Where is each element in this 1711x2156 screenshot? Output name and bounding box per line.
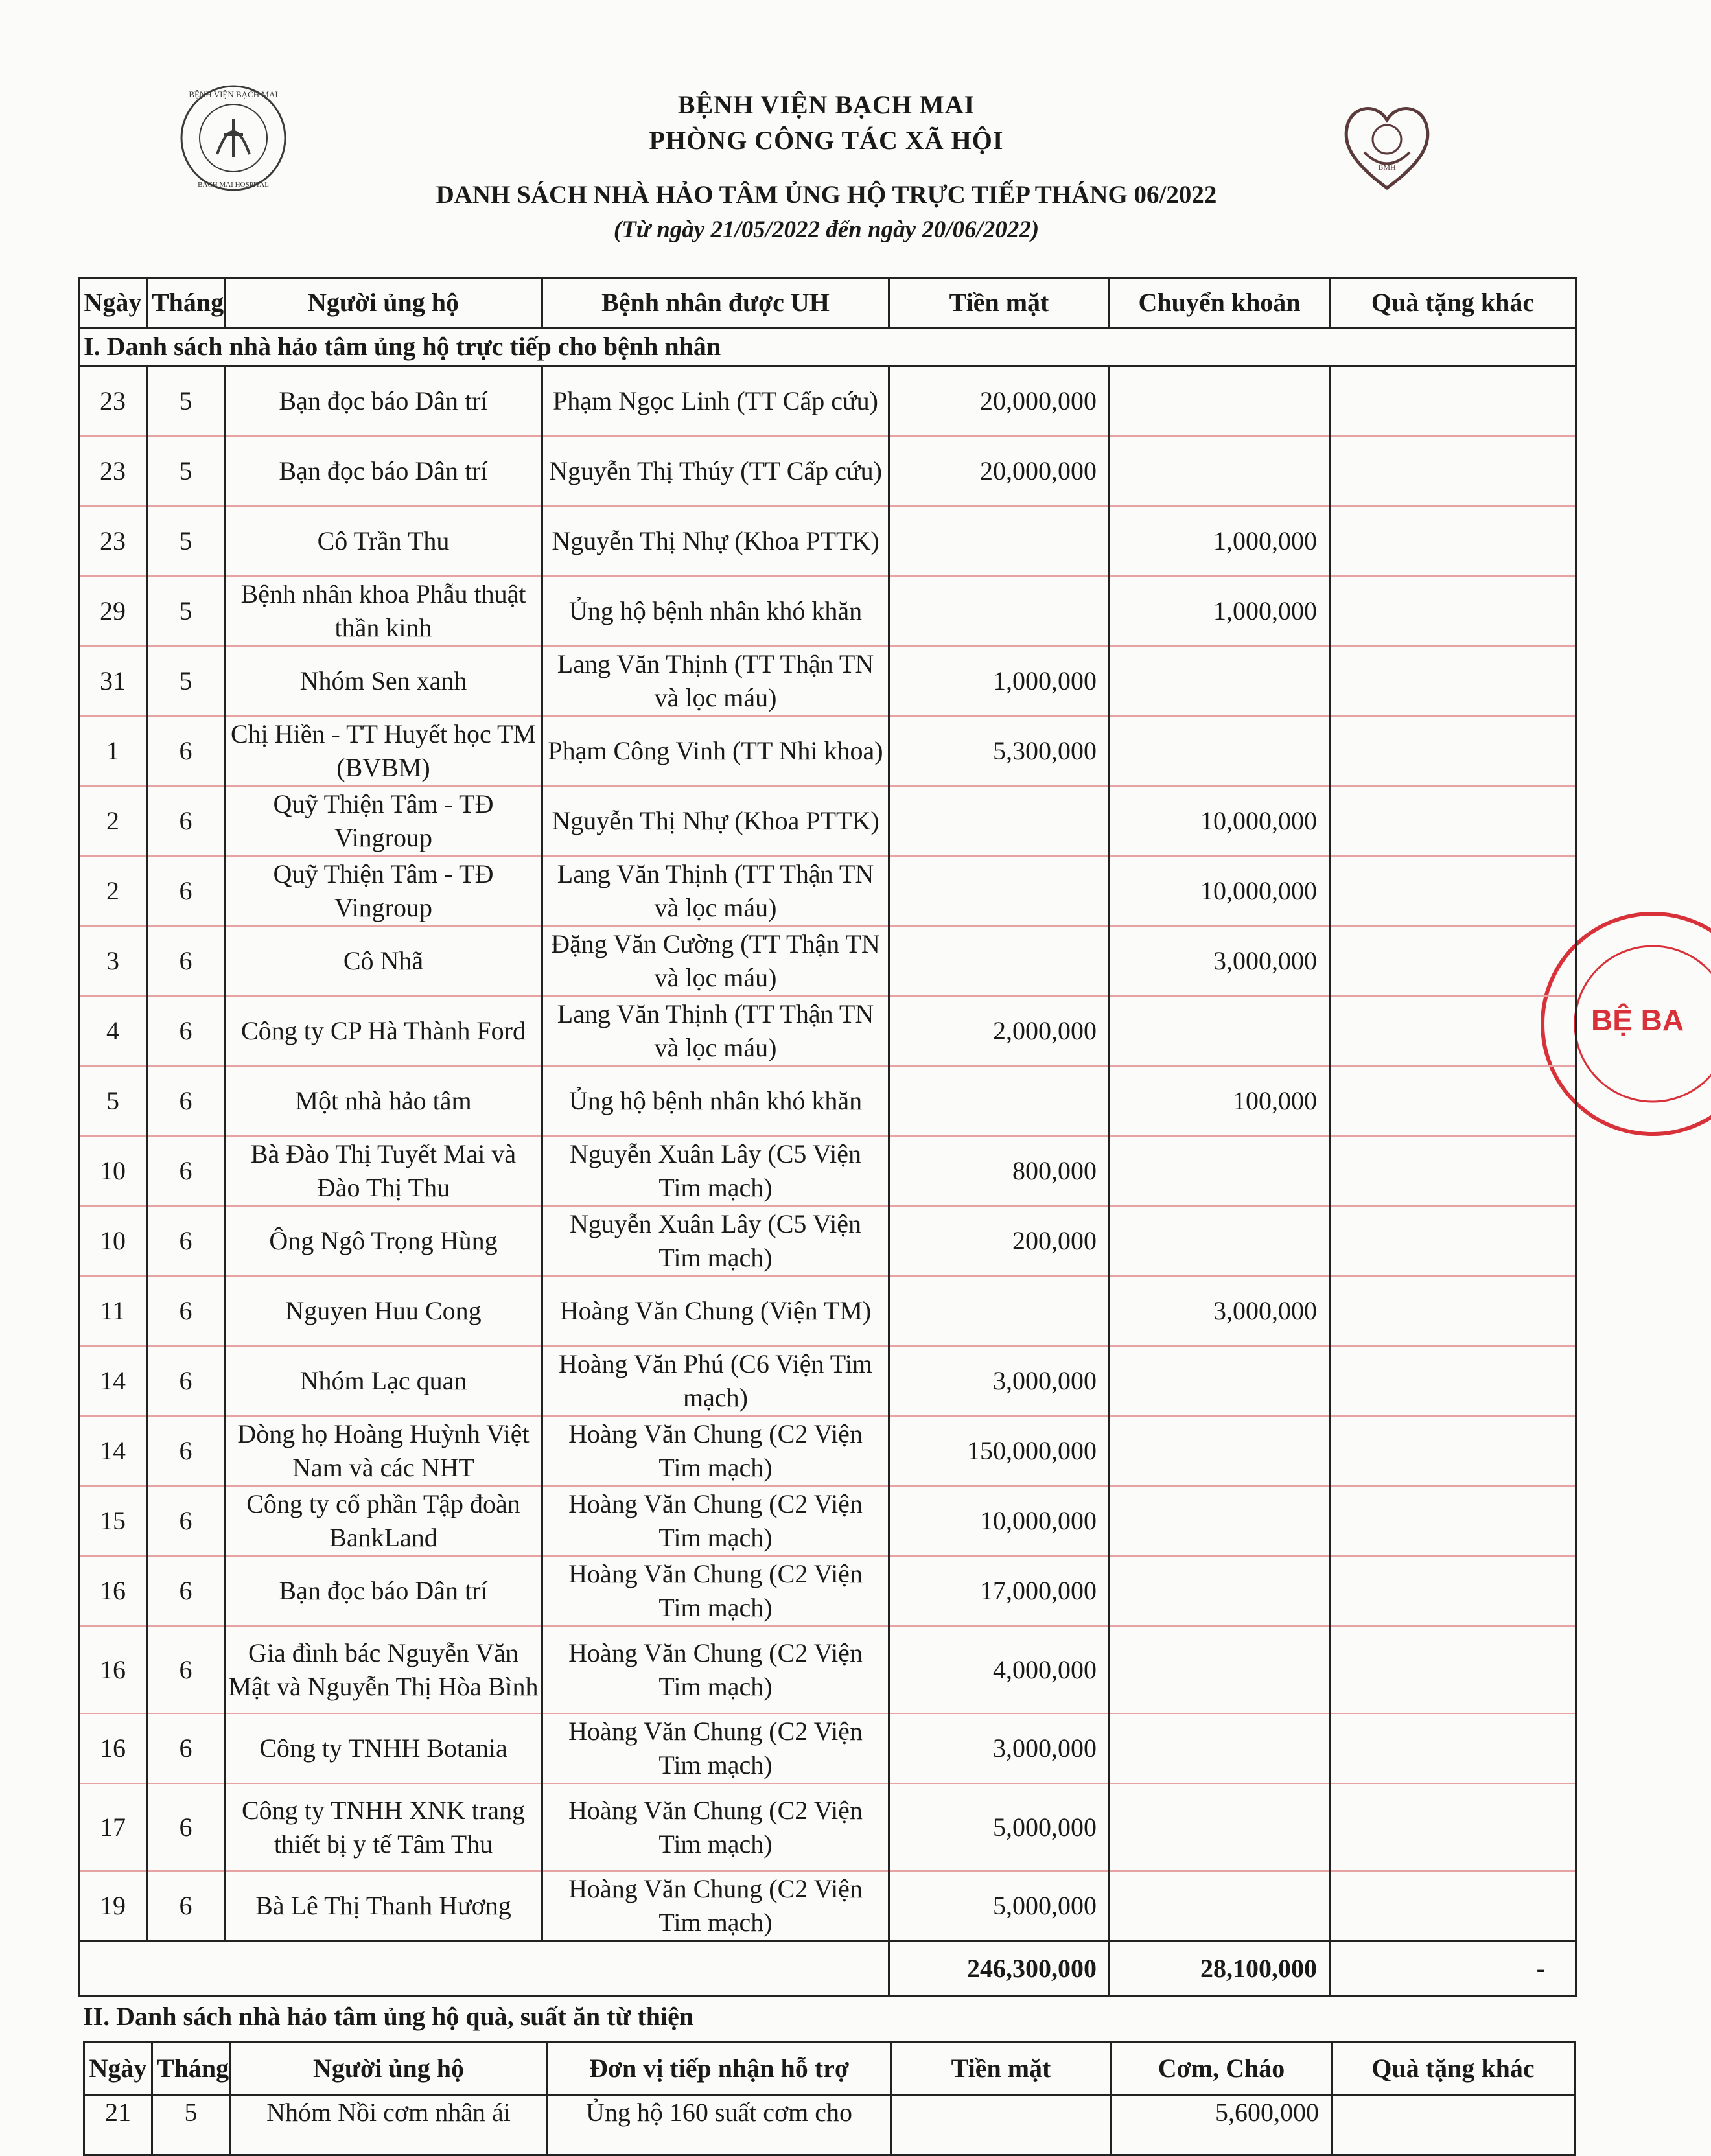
table-row: [79, 1713, 1576, 1783]
logo-right-text: BMH: [1378, 163, 1396, 172]
unit-cell: Ủng hộ 160 suất cơm cho: [548, 2095, 891, 2155]
transfer-cell: [1110, 366, 1330, 437]
table-row: [79, 1346, 1576, 1416]
day-cell: 14: [79, 1346, 147, 1416]
donor-cell: Quỹ Thiện Tâm - TĐ Vingroup: [225, 786, 542, 856]
day-cell: 5: [79, 1066, 147, 1136]
day-cell: 15: [79, 1486, 147, 1556]
patient-cell: Phạm Công Vinh (TT Nhi khoa): [542, 716, 889, 786]
donor-cell: Nhóm Nồi cơm nhân ái: [230, 2095, 548, 2155]
transfer-cell: [1110, 1871, 1330, 1942]
table-row: [79, 856, 1576, 926]
col-day: Ngày: [79, 278, 147, 328]
transfer-cell: 3,000,000: [1110, 1276, 1330, 1346]
transfer-cell: [1110, 1626, 1330, 1713]
total-row: [79, 1942, 1576, 1997]
donor-cell: Bà Lê Thị Thanh Hương: [225, 1871, 542, 1942]
day-cell: 16: [79, 1556, 147, 1626]
donor-cell: Cô Nhã: [225, 926, 542, 996]
day-cell: 10: [79, 1206, 147, 1276]
patient-cell: Nguyễn Thị Nhự (Khoa PTTK): [542, 786, 889, 856]
col-cash: Tiền mặt: [891, 2043, 1112, 2095]
col-other: Quà tặng khác: [1330, 278, 1576, 328]
transfer-cell: [1110, 1713, 1330, 1783]
transfer-cell: [1110, 436, 1330, 506]
transfer-cell: 10,000,000: [1110, 856, 1330, 926]
month-cell: 5: [147, 576, 225, 646]
transfer-cell: [1110, 1346, 1330, 1416]
month-cell: 6: [147, 1276, 225, 1346]
donor-cell: Nhóm Lạc quan: [225, 1346, 542, 1416]
day-cell: 4: [79, 996, 147, 1066]
donor-cell: Một nhà hảo tâm: [225, 1066, 542, 1136]
cash-cell: 2,000,000: [889, 996, 1110, 1066]
day-cell: 23: [79, 366, 147, 437]
month-cell: 6: [147, 856, 225, 926]
donor-cell: Nguyen Huu Cong: [225, 1276, 542, 1346]
col-patient: Bệnh nhân được UH: [542, 278, 889, 328]
month-cell: 5: [152, 2095, 230, 2155]
table-row: [79, 646, 1576, 716]
table-row: [79, 1136, 1576, 1206]
patient-cell: Lang Văn Thịnh (TT Thận TN và lọc máu): [542, 856, 889, 926]
month-cell: 6: [147, 1626, 225, 1713]
transfer-cell: [1110, 1486, 1330, 1556]
month-cell: 6: [147, 1486, 225, 1556]
document-title: DANH SÁCH NHÀ HẢO TÂM ỦNG HỘ TRỰC TIẾP THÁNG 06/2022: [436, 181, 1217, 209]
col-unit: Đơn vị tiếp nhận hỗ trợ: [548, 2043, 891, 2095]
cash-cell: [889, 856, 1110, 926]
other-cell: [1330, 1871, 1576, 1942]
cash-cell: 3,000,000: [889, 1713, 1110, 1783]
col-cash: Tiền mặt: [889, 278, 1110, 328]
other-cell: [1330, 1136, 1576, 1206]
patient-cell: Nguyễn Xuân Lây (C5 Viện Tim mạch): [542, 1206, 889, 1276]
month-cell: 6: [147, 1346, 225, 1416]
transfer-cell: [1110, 1416, 1330, 1486]
transfer-cell: [1110, 716, 1330, 786]
table-row: [79, 1276, 1576, 1346]
donor-cell: Công ty TNHH XNK trang thiết bị y tế Tâm Thu: [225, 1783, 542, 1871]
other-cell: [1330, 1066, 1576, 1136]
table-row: [79, 716, 1576, 786]
other-cell: [1330, 1783, 1576, 1871]
day-cell: 21: [84, 2095, 152, 2155]
other-cell: [1330, 1276, 1576, 1346]
table-row: [79, 1626, 1576, 1713]
table-row: [79, 506, 1576, 576]
donor-cell: Chị Hiền - TT Huyết học TM (BVBM): [225, 716, 542, 786]
col-rice: Cơm, Cháo: [1112, 2043, 1332, 2095]
other-cell: [1330, 1486, 1576, 1556]
col-donor: Người ủng hộ: [230, 2043, 548, 2095]
cash-cell: 1,000,000: [889, 646, 1110, 716]
month-cell: 6: [147, 716, 225, 786]
table-row: [79, 1556, 1576, 1626]
month-cell: 5: [147, 366, 225, 437]
patient-cell: Hoàng Văn Chung (C2 Viện Tim mạch): [542, 1556, 889, 1626]
day-cell: 3: [79, 926, 147, 996]
donor-cell: Gia đình bác Nguyễn Văn Mật và Nguyễn Thị Hòa Bình: [225, 1626, 542, 1713]
total-transfer: 28,100,000: [1110, 1942, 1330, 1997]
patient-cell: Ủng hộ bệnh nhân khó khăn: [542, 576, 889, 646]
day-cell: 29: [79, 576, 147, 646]
day-cell: 31: [79, 646, 147, 716]
table-row: [79, 436, 1576, 506]
cash-cell: 5,300,000: [889, 716, 1110, 786]
day-cell: 17: [79, 1783, 147, 1871]
col-month: Tháng: [147, 278, 225, 328]
col-transfer: Chuyển khoản: [1110, 278, 1330, 328]
col-other: Quà tặng khác: [1332, 2043, 1575, 2095]
rice-cell: 5,600,000: [1112, 2095, 1332, 2155]
patient-cell: Nguyễn Thị Nhự (Khoa PTTK): [542, 506, 889, 576]
patient-cell: Lang Văn Thịnh (TT Thận TN và lọc máu): [542, 646, 889, 716]
table-header-row: [79, 278, 1576, 328]
cash-cell: 200,000: [889, 1206, 1110, 1276]
day-cell: 14: [79, 1416, 147, 1486]
donor-cell: Bệnh nhân khoa Phẫu thuật thần kinh: [225, 576, 542, 646]
transfer-cell: [1110, 646, 1330, 716]
gift-table: [83, 2041, 1576, 2156]
other-cell: [1330, 1416, 1576, 1486]
patient-cell: Ủng hộ bệnh nhân khó khăn: [542, 1066, 889, 1136]
section-title: I. Danh sách nhà hảo tâm ủng hộ trực tiếp cho bệnh nhân: [79, 328, 1576, 366]
other-cell: [1332, 2095, 1575, 2155]
cash-cell: 20,000,000: [889, 436, 1110, 506]
donor-cell: Công ty cổ phần Tập đoàn BankLand: [225, 1486, 542, 1556]
table-row: [79, 1416, 1576, 1486]
day-cell: 16: [79, 1713, 147, 1783]
other-cell: [1330, 1626, 1576, 1713]
month-cell: 6: [147, 1713, 225, 1783]
total-other: -: [1330, 1942, 1576, 1997]
table-row: [79, 366, 1576, 437]
month-cell: 6: [147, 1416, 225, 1486]
day-cell: 23: [79, 436, 147, 506]
other-cell: [1330, 646, 1576, 716]
month-cell: 6: [147, 1206, 225, 1276]
transfer-cell: 100,000: [1110, 1066, 1330, 1136]
day-cell: 1: [79, 716, 147, 786]
other-cell: [1330, 366, 1576, 437]
donor-cell: Bạn đọc báo Dân trí: [225, 436, 542, 506]
table-row: [79, 1486, 1576, 1556]
patient-cell: Hoàng Văn Chung (C2 Viện Tim mạch): [542, 1783, 889, 1871]
month-cell: 6: [147, 996, 225, 1066]
month-cell: 5: [147, 646, 225, 716]
col-donor: Người ủng hộ: [225, 278, 542, 328]
col-month: Tháng: [152, 2043, 230, 2095]
transfer-cell: 10,000,000: [1110, 786, 1330, 856]
table-row: [84, 2095, 1575, 2155]
month-cell: 6: [147, 1871, 225, 1942]
patient-cell: Hoàng Văn Chung (C2 Viện Tim mạch): [542, 1871, 889, 1942]
cash-cell: 17,000,000: [889, 1556, 1110, 1626]
patient-cell: Lang Văn Thịnh (TT Thận TN và lọc máu): [542, 996, 889, 1066]
cash-cell: 20,000,000: [889, 366, 1110, 437]
cash-cell: 150,000,000: [889, 1416, 1110, 1486]
month-cell: 6: [147, 1556, 225, 1626]
table-row: [79, 786, 1576, 856]
other-cell: [1330, 436, 1576, 506]
cash-cell: [889, 926, 1110, 996]
other-cell: [1330, 1206, 1576, 1276]
month-cell: 6: [147, 1066, 225, 1136]
section-2-title: II. Danh sách nhà hảo tâm ủng hộ quà, suất ăn từ thiện: [83, 2002, 694, 2031]
cash-cell: 5,000,000: [889, 1871, 1110, 1942]
transfer-cell: [1110, 1136, 1330, 1206]
logo-text-bottom: BACH MAI HOSPITAL: [198, 181, 269, 189]
patient-cell: Nguyễn Thị Thúy (TT Cấp cứu): [542, 436, 889, 506]
month-cell: 6: [147, 926, 225, 996]
donor-cell: Bạn đọc báo Dân trí: [225, 1556, 542, 1626]
logo-text-top: BỆNH VIỆN BẠCH MAI: [189, 89, 278, 99]
other-cell: [1330, 856, 1576, 926]
day-cell: 19: [79, 1871, 147, 1942]
table-row: [79, 1783, 1576, 1871]
transfer-cell: [1110, 1556, 1330, 1626]
table-row: [79, 1871, 1576, 1942]
donor-cell: Dòng họ Hoàng Huỳnh Việt Nam và các NHT: [225, 1416, 542, 1486]
transfer-cell: 3,000,000: [1110, 926, 1330, 996]
other-cell: [1330, 926, 1576, 996]
patient-cell: Hoàng Văn Phú (C6 Viện Tim mạch): [542, 1346, 889, 1416]
donor-cell: Cô Trần Thu: [225, 506, 542, 576]
department-name: PHÒNG CÔNG TÁC XÃ HỘI: [649, 126, 1004, 155]
cash-cell: [889, 576, 1110, 646]
patient-cell: Hoàng Văn Chung (C2 Viện Tim mạch): [542, 1713, 889, 1783]
day-cell: 2: [79, 856, 147, 926]
table-row: [79, 1206, 1576, 1276]
cash-cell: 10,000,000: [889, 1486, 1110, 1556]
hospital-name: BỆNH VIỆN BẠCH MAI: [677, 90, 975, 119]
day-cell: 10: [79, 1136, 147, 1206]
donor-cell: Bạn đọc báo Dân trí: [225, 366, 542, 437]
table-row: [79, 996, 1576, 1066]
patient-cell: Hoàng Văn Chung (Viện TM): [542, 1276, 889, 1346]
month-cell: 5: [147, 506, 225, 576]
day-cell: 23: [79, 506, 147, 576]
cash-cell: 5,000,000: [889, 1783, 1110, 1871]
table-row: [79, 576, 1576, 646]
patient-cell: Hoàng Văn Chung (C2 Viện Tim mạch): [542, 1416, 889, 1486]
transfer-cell: 1,000,000: [1110, 506, 1330, 576]
col-day: Ngày: [84, 2043, 152, 2095]
other-cell: [1330, 716, 1576, 786]
month-cell: 6: [147, 1136, 225, 1206]
other-cell: [1330, 506, 1576, 576]
other-cell: [1330, 1713, 1576, 1783]
month-cell: 6: [147, 1783, 225, 1871]
patient-cell: Hoàng Văn Chung (C2 Viện Tim mạch): [542, 1626, 889, 1713]
cash-cell: [889, 786, 1110, 856]
cash-cell: 800,000: [889, 1136, 1110, 1206]
patient-cell: Hoàng Văn Chung (C2 Viện Tim mạch): [542, 1486, 889, 1556]
table-row: [79, 1066, 1576, 1136]
cash-cell: [891, 2095, 1112, 2155]
donor-cell: Ông Ngô Trọng Hùng: [225, 1206, 542, 1276]
total-label-cell: [79, 1942, 889, 1997]
patient-cell: Đặng Văn Cường (TT Thận TN và lọc máu): [542, 926, 889, 996]
other-cell: [1330, 996, 1576, 1066]
donor-cell: Công ty CP Hà Thành Ford: [225, 996, 542, 1066]
transfer-cell: 1,000,000: [1110, 576, 1330, 646]
patient-cell: Nguyễn Xuân Lây (C5 Viện Tim mạch): [542, 1136, 889, 1206]
other-cell: [1330, 786, 1576, 856]
total-cash: 246,300,000: [889, 1942, 1110, 1997]
transfer-cell: [1110, 1206, 1330, 1276]
cash-cell: [889, 506, 1110, 576]
patient-cell: Phạm Ngọc Linh (TT Cấp cứu): [542, 366, 889, 437]
transfer-cell: [1110, 996, 1330, 1066]
cash-cell: [889, 1276, 1110, 1346]
donor-cell: Nhóm Sen xanh: [225, 646, 542, 716]
day-cell: 2: [79, 786, 147, 856]
other-cell: [1330, 576, 1576, 646]
other-cell: [1330, 1346, 1576, 1416]
day-cell: 16: [79, 1626, 147, 1713]
donor-table: [78, 277, 1577, 1997]
donor-cell: Công ty TNHH Botania: [225, 1713, 542, 1783]
donor-cell: Quỹ Thiện Tâm - TĐ Vingroup: [225, 856, 542, 926]
table-header-row: [84, 2043, 1575, 2095]
donor-cell: Bà Đào Thị Tuyết Mai và Đào Thị Thu: [225, 1136, 542, 1206]
section-row: [79, 328, 1576, 366]
table-row: [79, 926, 1576, 996]
cash-cell: 4,000,000: [889, 1626, 1110, 1713]
cash-cell: [889, 1066, 1110, 1136]
transfer-cell: [1110, 1783, 1330, 1871]
other-cell: [1330, 1556, 1576, 1626]
month-cell: 5: [147, 436, 225, 506]
stamp-text: BỆ BA: [1591, 1003, 1684, 1037]
document-subtitle: (Từ ngày 21/05/2022 đến ngày 20/06/2022): [613, 216, 1040, 243]
month-cell: 6: [147, 786, 225, 856]
cash-cell: 3,000,000: [889, 1346, 1110, 1416]
day-cell: 11: [79, 1276, 147, 1346]
